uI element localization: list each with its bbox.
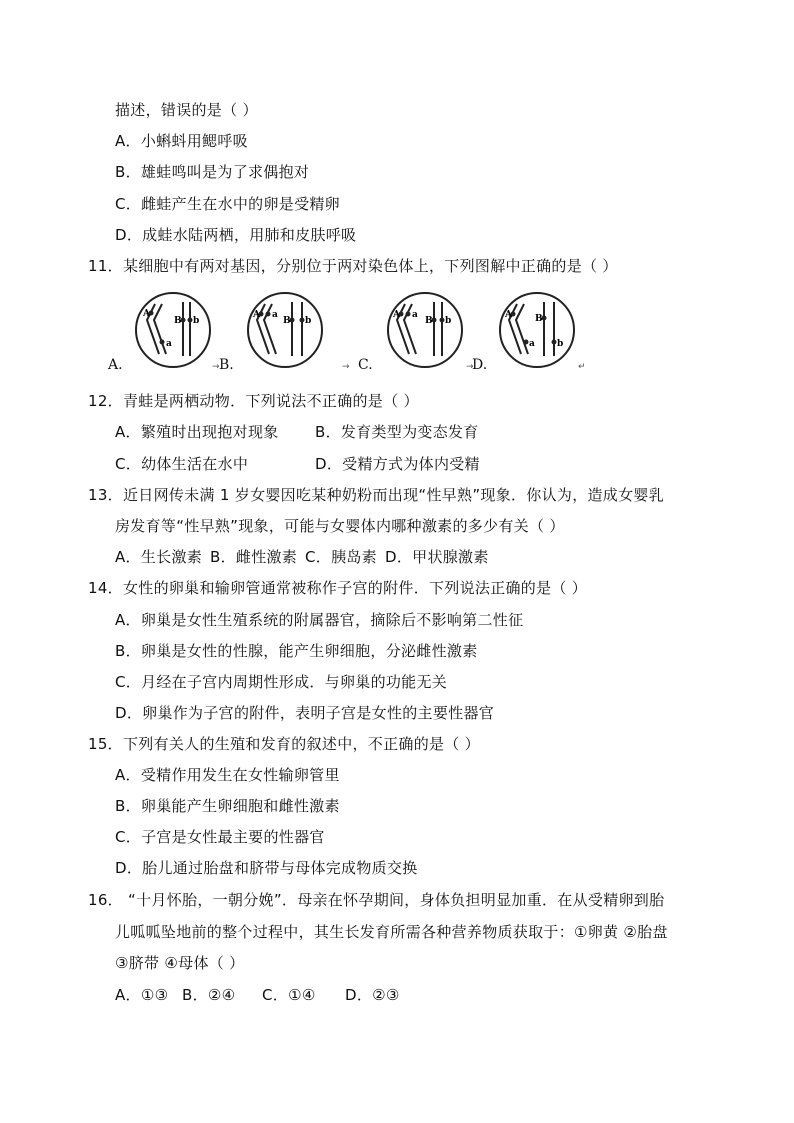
gene-label: b [193, 316, 200, 326]
q15-option-c: C．子宫是女性最主要的性器官 [115, 828, 325, 846]
q14-option-d: D．卵巢作为子宫的附件，表明子宫是女性的主要性器官 [115, 704, 495, 722]
tab-mark-icon: → [466, 362, 474, 372]
q13-option-b: B．雌性激素 [210, 548, 298, 566]
q15-stem: 15．下列有关人的生殖和发育的叙述中，不正确的是（ ） [88, 735, 480, 753]
q10-stem-tail: 描述，错误的是（ ） [115, 101, 258, 119]
q16-stem-line3: ③脐带 ④母体（ ） [115, 954, 245, 972]
q10-option-c: C．雌蛙产生在水中的卵是受精卵 [115, 195, 340, 213]
paragraph-mark-icon: ↵ [578, 362, 586, 372]
gene-label: B [535, 314, 543, 324]
q16-stem-line1: 16． “十月怀胎，一朝分娩”．母亲在怀孕期间，身体负担明显加重．在从受精卵到胎 [88, 891, 665, 909]
gene-label: b [445, 316, 452, 326]
q15-option-a: A．受精作用发生在女性输卵管里 [115, 766, 340, 784]
cell-diagram-a [133, 290, 215, 370]
tab-mark-icon: → [342, 362, 350, 372]
gene-label: B [283, 316, 291, 326]
gene-label: a [272, 310, 278, 320]
cell-diagram-d [497, 290, 579, 370]
q11-fig-label-c: C. [358, 357, 373, 373]
q14-option-b: B．卵巢是女性的性腺，能产生卵细胞，分泌雌性激素 [115, 642, 478, 660]
q12-option-b: B．发育类型为变态发育 [315, 423, 479, 441]
q16-option-a: A．①③ [115, 986, 169, 1004]
q14-option-a: A．卵巢是女性生殖系统的附属器官，摘除后不影响第二性征 [115, 611, 524, 629]
q10-option-d: D．成蛙水陆两栖，用肺和皮肤呼吸 [115, 226, 357, 244]
q11-fig-label-a: A. [108, 357, 123, 373]
q11-stem: 11．某细胞中有两对基因，分别位于两对染色体上，下列图解中正确的是（ ） [88, 257, 618, 275]
q12-option-d: D．受精方式为体内受精 [315, 455, 480, 473]
q12-option-c: C．幼体生活在水中 [115, 455, 249, 473]
gene-label: A [393, 310, 400, 320]
gene-label: A [143, 309, 150, 319]
q14-stem: 14．女性的卵巢和输卵管通常被称作子宫的附件．下列说法正确的是（ ） [88, 579, 588, 597]
gene-label: A [253, 310, 260, 320]
gene-label: b [305, 316, 312, 326]
q13-option-c: C．胰岛素 [305, 548, 377, 566]
q12-stem: 12．青蛙是两栖动物．下列说法不正确的是（ ） [88, 392, 419, 410]
q16-option-d: D．②③ [345, 986, 400, 1004]
q13-option-a: A．生长激素 [115, 548, 203, 566]
cell-diagram-b [245, 290, 327, 370]
tab-mark-icon: → [212, 362, 220, 372]
gene-label: b [557, 339, 564, 349]
q11-fig-label-d: D. [472, 357, 488, 373]
q15-option-d: D．胎儿通过胎盘和脐带与母体完成物质交换 [115, 859, 418, 877]
q12-option-a: A．繁殖时出现抱对现象 [115, 423, 279, 441]
q13-stem-line2: 房发育等“性早熟”现象，可能与女婴体内哪种激素的多少有关（ ） [115, 517, 565, 535]
q14-option-c: C．月经在子宫内周期性形成．与卵巢的功能无关 [115, 673, 448, 691]
q10-option-a: A．小蝌蚪用鳃呼吸 [115, 132, 248, 150]
q16-option-c: C．①④ [262, 986, 316, 1004]
q16-stem-line2: 儿呱呱坠地前的整个过程中，其生长发育所需各种营养物质获取于：①卵黄 ②胎盘 [115, 923, 668, 941]
gene-label: B [425, 316, 433, 326]
q10-option-b: B．雄蛙鸣叫是为了求偶抱对 [115, 163, 310, 181]
gene-label: a [412, 310, 418, 320]
gene-label: a [529, 339, 535, 349]
q11-fig-label-b: B. [219, 357, 234, 373]
q16-option-b: B．②④ [182, 986, 236, 1004]
q13-option-d: D．甲状腺激素 [385, 548, 489, 566]
gene-label: B [174, 316, 182, 326]
gene-label: A [505, 310, 512, 320]
q15-option-b: B．卵巢能产生卵细胞和雌性激素 [115, 797, 340, 815]
q13-stem-line1: 13．近日网传未满 1 岁女婴因吃某种奶粉而出现“性早熟”现象．你认为，造成女婴乳 [88, 486, 665, 504]
cell-diagram-c [385, 290, 467, 370]
gene-label: a [166, 339, 172, 349]
